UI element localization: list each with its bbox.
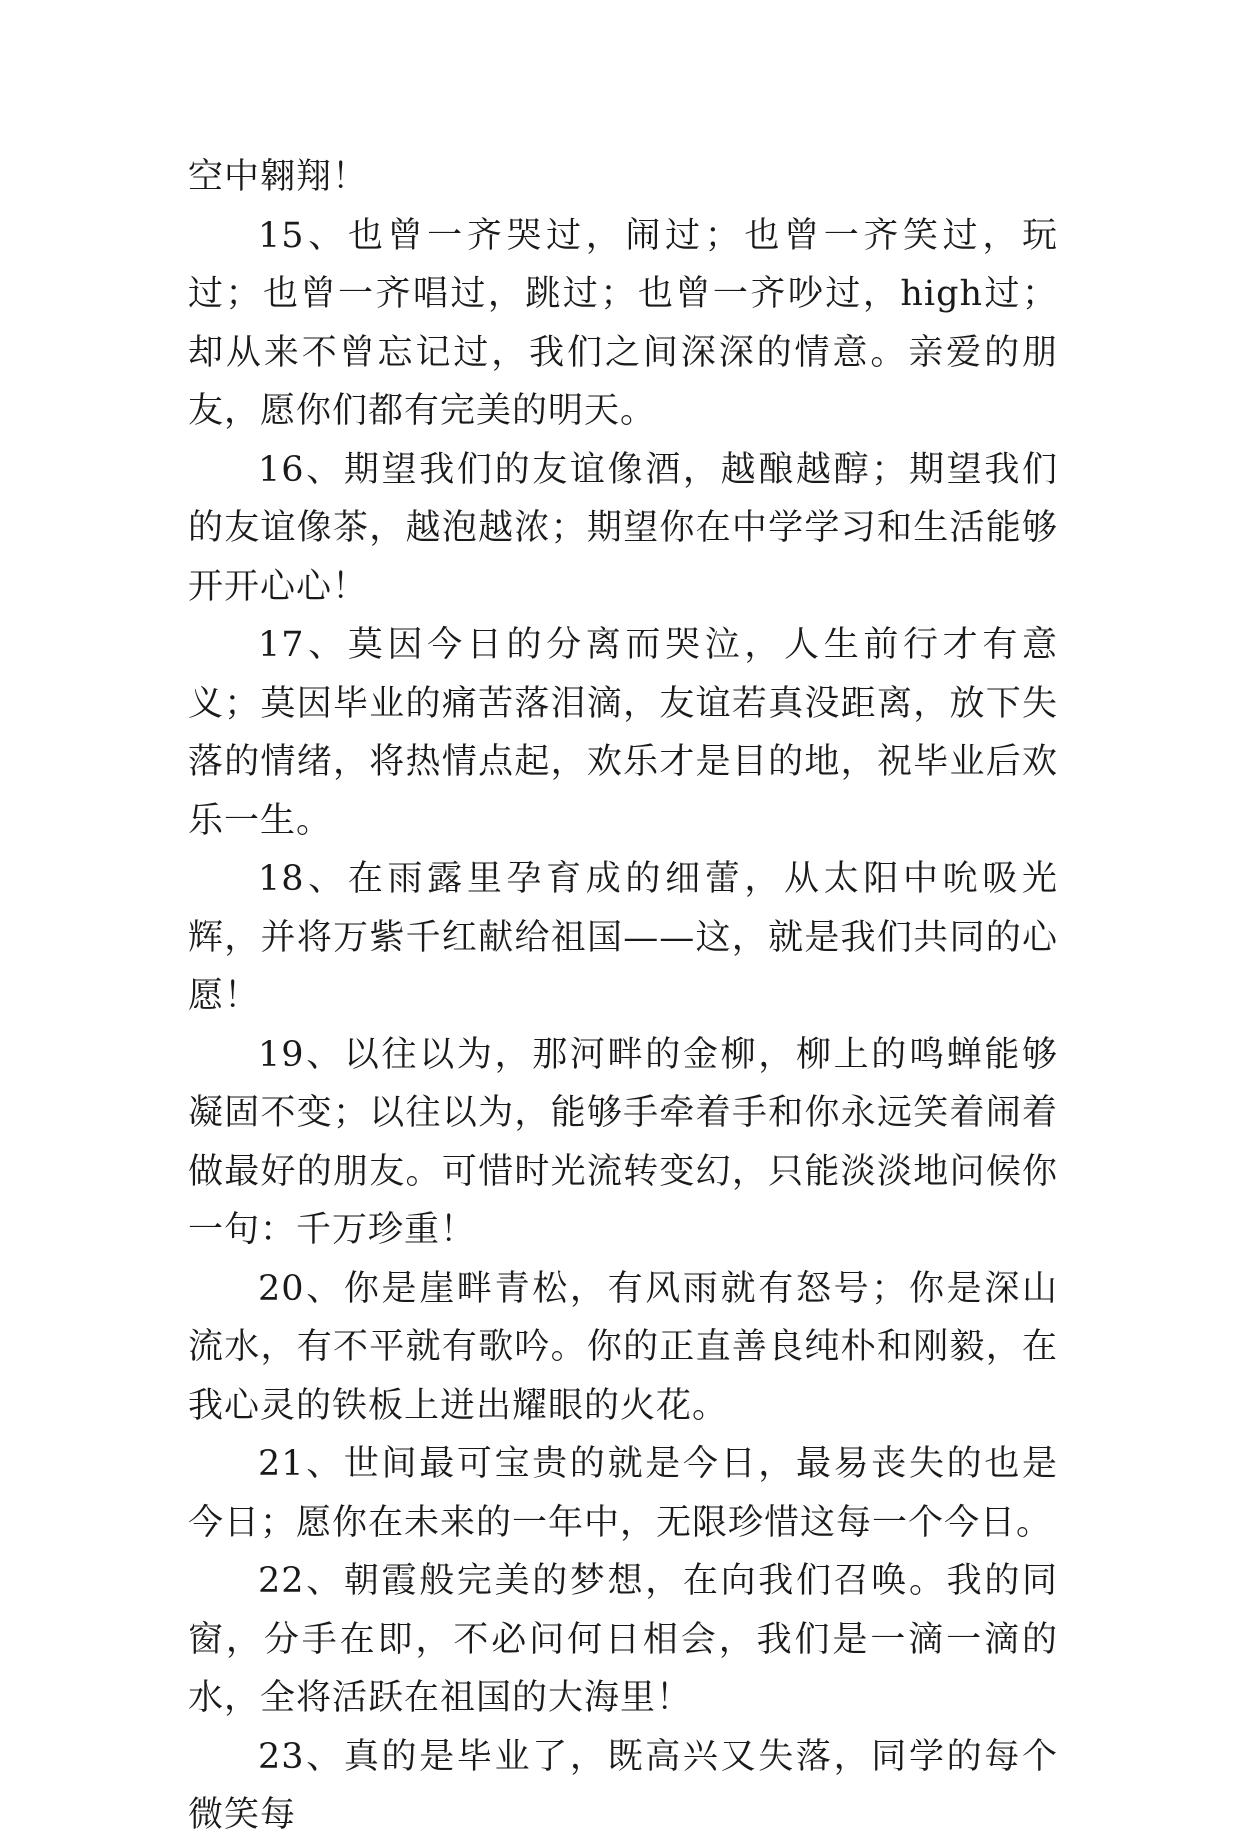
paragraph-20: 20、你是崖畔青松，有风雨就有怒号；你是深山流水，有不平就有歌吟。你的正直善良纯朴和刚毅，在我心灵的铁板上迸出耀眼的火花。 [188,1268,1058,1426]
paragraph-22: 22、朝霞般完美的梦想，在向我们召唤。我的同窗，分手在即，不必问何日相会，我们是一滴一滴的水，全将活跃在祖国的大海里！ [188,1561,1058,1718]
paragraph-continuation: 空中翱翔！ [188,157,369,197]
paragraph-23: 23、真的是毕业了，既高兴又失落，同学的每个微笑每 [188,1736,1058,1835]
paragraph-18: 18、在雨露里孕育成的细蕾，从太阳中吮吸光辉，并将万紫千红献给祖国——这，就是我们共同的心愿！ [188,859,1058,1016]
paragraph-21: 21、世间最可宝贵的就是今日，最易丧失的也是今日；愿你在未来的一年中，无限珍惜这每一个今日。 [188,1444,1058,1543]
paragraph-17: 17、莫因今日的分离而哭泣，人生前行才有意义；莫因毕业的痛苦落泪滴，友谊若真没距离，放下失落的情绪，将热情点起，欢乐才是目的地，祝毕业后欢乐一生。 [188,625,1058,841]
document-body [188,148,1058,1845]
paragraph-16: 16、期望我们的友谊像酒，越酿越醇；期望我们的友谊像茶，越泡越浓；期望你在中学学习和生活能够开开心心！ [188,449,1058,607]
paragraph-15: 15、也曾一齐哭过，闹过；也曾一齐笑过，玩过；也曾一齐唱过，跳过；也曾一齐吵过，high过；却从来不曾忘记过，我们之间深深的情意。亲爱的朋友，愿你们都有完美的明天。 [188,215,1058,431]
paragraph-19: 19、以往以为，那河畔的金柳，柳上的鸣蝉能够凝固不变；以往以为，能够手牵着手和你永远笑着闹着做最好的朋友。可惜时光流转变幻，只能淡淡地问候你一句：千万珍重！ [188,1034,1058,1250]
